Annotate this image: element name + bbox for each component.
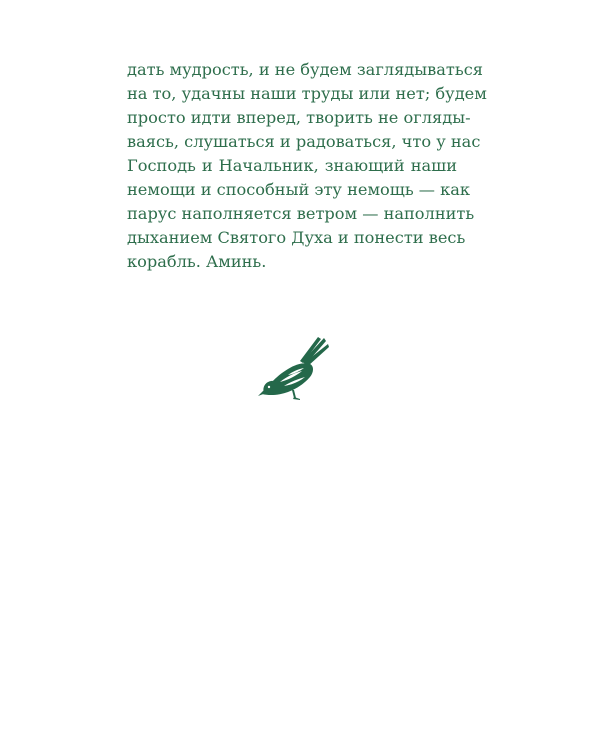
text-line: на то, удачны наши труды или нет; будем [127,84,487,103]
text-line: Господь и Начальник, знающий наши [127,156,457,175]
text-line: дыханием Святого Духа и понести весь [127,228,466,247]
bird-icon [258,336,330,402]
text-line: ваясь, слушаться и радоваться, что у нас [127,132,481,151]
text-line: дать мудрость, и не будем заглядываться [127,60,483,79]
body-text [127,58,487,274]
text-line: немощи и способный эту немощь — как [127,180,471,199]
text-line: корабль. Аминь. [127,252,267,271]
text-line: парус наполняется ветром — наполнить [127,204,475,223]
text-line: просто идти вперед, творить не огляды- [127,108,471,127]
